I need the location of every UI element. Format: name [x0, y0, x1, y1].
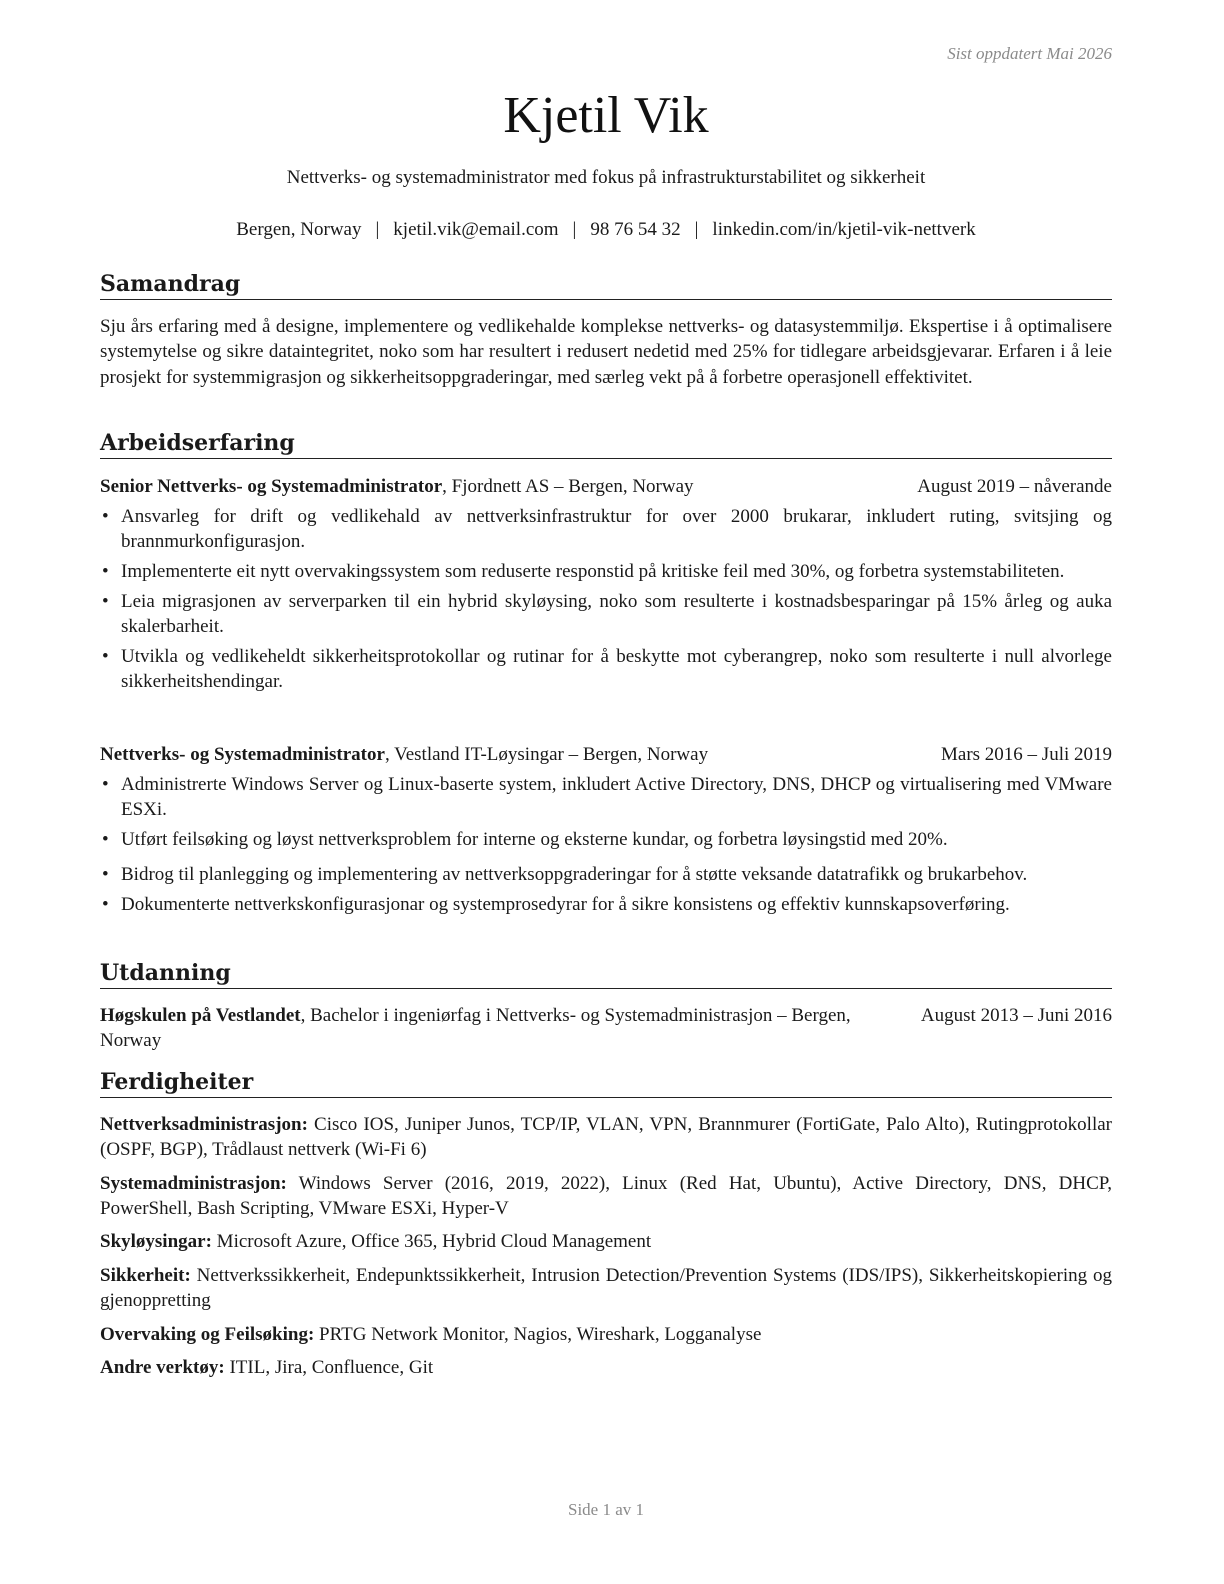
- contact-phone: 98 76 54 32: [590, 219, 681, 240]
- education-degree: , Bachelor i ingeniørfag i Nettverks- og Systemadministrasjon – Bergen, Norway: [100, 1005, 851, 1051]
- job-header: [100, 474, 1112, 499]
- skill-value: Cisco IOS, Juniper Junos, TCP/IP, VLAN, VPN, Brannmurer (FortiGate, Palo Alto), Rutingprotokollar (OSPF, BGP), Trådlaust nettverk (Wi-Fi 6): [100, 1114, 1112, 1160]
- skill-label: Overvaking og Feilsøking:: [100, 1324, 315, 1345]
- skill-row: [100, 1263, 1112, 1313]
- section-title-skills: Ferdigheiter: [100, 1068, 1112, 1098]
- skill-value: ITIL, Jira, Confluence, Git: [224, 1357, 434, 1378]
- job-bullets: [100, 772, 1112, 922]
- skill-value: PRTG Network Monitor, Nagios, Wireshark, Logganalyse: [314, 1324, 762, 1345]
- job-header: [100, 742, 1112, 767]
- skill-label: Skyløysingar:: [100, 1231, 212, 1252]
- education-dates: August 2013 – Juni 2016: [911, 1003, 1112, 1028]
- job-company: , Vestland IT-Løysingar – Bergen, Norway: [384, 744, 709, 765]
- education-school: Høgskulen på Vestlandet: [100, 1005, 301, 1026]
- page-number: Side 1 av 1: [567, 1500, 645, 1519]
- contact-line: [100, 219, 1112, 241]
- job-role: Senior Nettverks- og Systemadministrator: [100, 476, 443, 497]
- skill-label: Systemadministrasjon:: [100, 1173, 287, 1194]
- list-item: • Bidrog til planlegging og implementering av nettverksoppgraderingar for å støtte veksande datatrafikk og brukarbehov.: [100, 862, 1112, 887]
- skill-label: Andre verktøy:: [100, 1357, 225, 1378]
- list-item: • Dokumenterte nettverkskonfigurasjonar og systemprosedyrar for å sikre konsistens og effektiv kunnskapsoverføring.: [100, 892, 1112, 917]
- list-item: • Implementerte eit nytt overvakingssystem som reduserte responstid på kritiske feil med 30%, og forbetra systemstabiliteten.: [100, 559, 1112, 584]
- contact-separator: |: [375, 219, 380, 240]
- skill-row: [100, 1355, 1112, 1380]
- job-dates: Mars 2016 – Juli 2019: [941, 744, 1112, 765]
- list-item: • Utvikla og vedlikeheldt sikkerheitsprotokollar og rutinar for å beskytte mot cyberangrep, noko som resulterte i null alvorlege sikkerheitshendingar.: [100, 644, 1112, 694]
- contact-email[interactable]: kjetil.vik@email.com: [393, 219, 559, 240]
- job-company: , Fjordnett AS – Bergen, Norway: [442, 476, 694, 497]
- candidate-name: Kjetil Vik: [503, 87, 709, 144]
- skill-row: [100, 1229, 1112, 1254]
- section-title-education: Utdanning: [100, 959, 1112, 989]
- list-item: • Leia migrasjonen av serverparken til ein hybrid skyløysing, noko som resulterte i kostnadsbesparingar på 15% årleg og auka skalerbarheit.: [100, 589, 1112, 639]
- job-role: Nettverks- og Systemadministrator: [100, 744, 385, 765]
- skill-row: [100, 1112, 1112, 1162]
- last-updated: Sist oppdatert Mai 2026: [947, 44, 1112, 63]
- skill-row: [100, 1322, 1112, 1347]
- resume-page: [100, 0, 1112, 1584]
- list-item: • Ansvarleg for drift og vedlikehald av nettverksinfrastruktur for over 2000 brukarar, inkludert ruting, svitsjing og brannmurkonfigurasjon.: [100, 504, 1112, 554]
- job-dates: August 2019 – nåverande: [917, 476, 1112, 497]
- section-title-summary: Samandrag: [100, 270, 1112, 300]
- contact-location: Bergen, Norway: [236, 219, 362, 240]
- contact-separator: |: [694, 219, 699, 240]
- skill-value: Microsoft Azure, Office 365, Hybrid Cloud Management: [211, 1231, 652, 1252]
- list-item: • Utført feilsøking og løyst nettverksproblem for interne og eksterne kundar, og forbetra løysingstid med 20%.: [100, 827, 1112, 852]
- contact-separator: |: [572, 219, 577, 240]
- summary-text: Sju års erfaring med å designe, implementere og vedlikehalde komplekse nettverks- og datasystemmiljø. Ekspertise i å optimalisere systemytelse og sikre dataintegritet, noko som har resultert i redusert nedetid med 25% for tidlegare arbeidsgjevarar. Erfaren i å leie prosjekt for systemmigrasjon og sikkerheitsoppgraderingar, med særleg vekt på å forbetre operasjonell effektivitet.: [100, 316, 1112, 388]
- list-item: • Administrerte Windows Server og Linux-baserte system, inkludert Active Directory, DNS, DHCP og virtualisering med VMware ESXi.: [100, 772, 1112, 822]
- contact-linkedin[interactable]: linkedin.com/in/kjetil-vik-nettverk: [712, 219, 976, 240]
- section-title-experience: Arbeidserfaring: [100, 429, 1112, 459]
- skill-row: [100, 1171, 1112, 1221]
- skill-value: Windows Server (2016, 2019, 2022), Linux (Red Hat, Ubuntu), Active Directory, DNS, DHCP, PowerShell, Bash Scripting, VMware ESXi, Hyper-V: [100, 1173, 1112, 1219]
- skill-label: Sikkerheit:: [100, 1265, 191, 1286]
- tagline: Nettverks- og systemadministrator med fokus på infrastrukturstabilitet og sikkerheit: [286, 167, 926, 188]
- education-entry: [100, 1003, 890, 1053]
- skill-value: Nettverkssikkerheit, Endepunktssikkerheit, Intrusion Detection/Prevention Systems (IDS/IPS), Sikkerheitskopiering og gjenoppretting: [100, 1265, 1112, 1311]
- job-bullets: [100, 504, 1112, 699]
- skill-label: Nettverksadministrasjon:: [100, 1114, 308, 1135]
